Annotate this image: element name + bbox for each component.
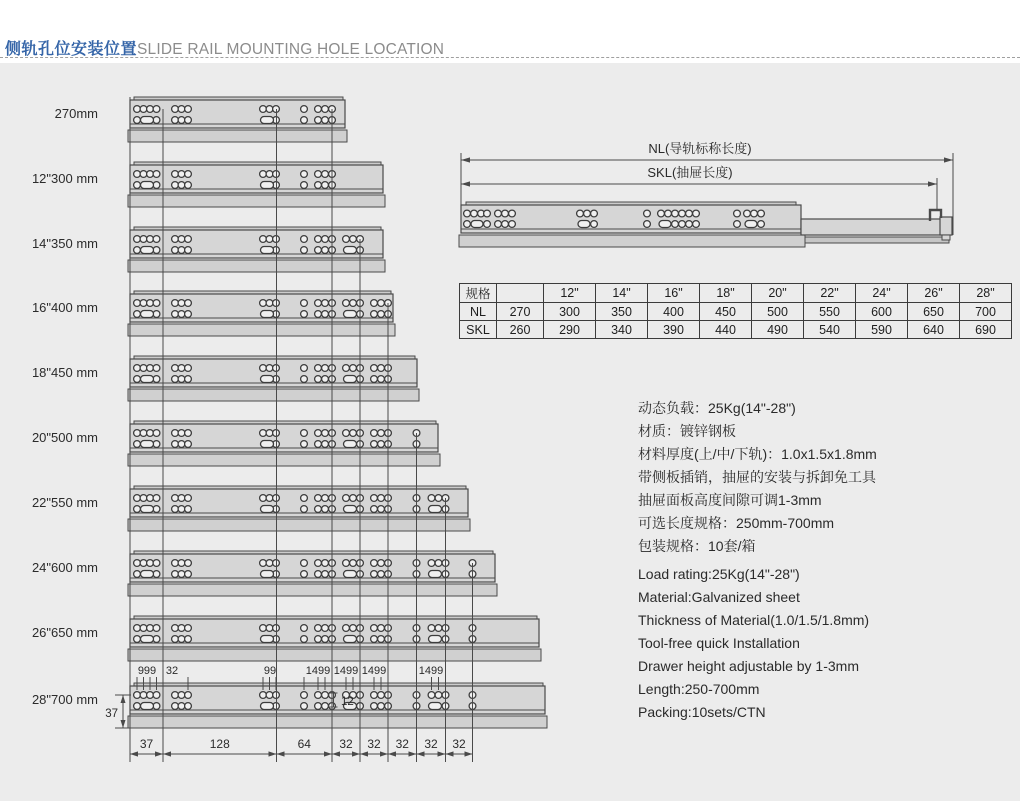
table-header-cell: 28": [960, 284, 1012, 303]
table-header-cell: 16": [648, 284, 700, 303]
rail-270mm: [128, 97, 347, 142]
bottom-dim-value: 32: [339, 737, 353, 751]
table-cell: 260: [497, 321, 544, 339]
table-cell: 400: [648, 303, 700, 321]
rail-end-cap: [940, 217, 952, 235]
table-cell: 550: [804, 303, 856, 321]
nl-label: NL(导轨标称长度): [648, 141, 752, 156]
height-dim: 37: [105, 708, 118, 720]
dim-arrowhead: [121, 720, 126, 728]
rail-lower-strip: [128, 584, 497, 596]
table-header-cell: [497, 284, 544, 303]
rail-length-label: 20"500 mm: [31, 430, 98, 445]
rail-lower-strip: [128, 454, 440, 466]
dim-arrowhead: [155, 751, 163, 756]
dim-arrowhead: [465, 751, 473, 756]
inner-rail-under-strip: [805, 237, 949, 243]
bottom-dim-value: 32: [395, 737, 409, 751]
rail-14-350-mm: [128, 227, 385, 272]
rail-length-label: 270mm: [54, 106, 98, 121]
table-header-cell: 22": [804, 284, 856, 303]
table-header-cell: 24": [856, 284, 908, 303]
hole-spacing-dim: 32: [165, 665, 179, 677]
spec-line-zh: 动态负载：25Kg(14"-28"): [638, 400, 796, 416]
specs-chinese: [638, 397, 877, 558]
dim-arrowhead: [928, 181, 937, 186]
spec-line-en: Drawer height adjustable by 1-3mm: [638, 658, 859, 674]
table-cell: 340: [596, 321, 648, 339]
rail-length-label: 16"400 mm: [31, 300, 98, 315]
rail-28-700-mm: [128, 683, 547, 728]
table-cell: 640: [908, 321, 960, 339]
dim-arrowhead: [332, 751, 340, 756]
spec-line-zh: 材质：镀锌钢板: [638, 423, 736, 439]
rail-lower-strip: [128, 260, 385, 272]
dim-arrowhead: [409, 751, 417, 756]
rail-lower-strip: [128, 389, 419, 401]
rail-18-450-mm: [128, 356, 419, 401]
dim-arrowhead: [269, 751, 277, 756]
rail-length-label: 26"650 mm: [31, 625, 98, 640]
page-title-en: SLIDE RAIL MOUNTING HOLE LOCATION: [137, 41, 445, 58]
bottom-dim-value: 128: [209, 737, 230, 751]
rail-length-label: 14"350 mm: [31, 236, 98, 251]
table-row: [460, 321, 1012, 339]
size-table: [459, 283, 1012, 339]
dim-arrowhead: [121, 695, 126, 703]
bottom-dim-value: 64: [297, 737, 311, 751]
spec-line-zh: 带侧板插销，抽屉的安装与拆卸免工具: [638, 469, 876, 485]
dim-arrowhead: [360, 751, 368, 756]
table-header-cell: 20": [752, 284, 804, 303]
dim-arrowhead: [446, 751, 454, 756]
dim-arrowhead: [324, 751, 332, 756]
table-cell: 290: [544, 321, 596, 339]
table-cell: 540: [804, 321, 856, 339]
dim-arrowhead: [277, 751, 285, 756]
row-gap-dim: 12: [341, 696, 354, 708]
table-cell: 270: [497, 303, 544, 321]
rail-12-300-mm: [128, 162, 385, 207]
dim-arrowhead: [130, 751, 138, 756]
dim-arrowhead: [380, 751, 388, 756]
spec-line-en: Length:250-700mm: [638, 681, 760, 697]
table-header-cell: 14": [596, 284, 648, 303]
table-cell: 700: [960, 303, 1012, 321]
skl-label: SKL(抽屉长度): [647, 165, 733, 180]
dim-arrowhead: [163, 751, 171, 756]
table-row: [460, 303, 1012, 321]
hole-spacing-dim: 1499: [361, 665, 387, 677]
table-cell: 440: [700, 321, 752, 339]
rail-lower-strip: [128, 130, 347, 142]
dim-arrowhead: [388, 751, 396, 756]
rail-length-label: 28"700 mm: [31, 692, 98, 707]
rail-16-400-mm: [128, 291, 395, 336]
table-cell: 600: [856, 303, 908, 321]
bottom-dim-value: 32: [452, 737, 466, 751]
rail-length-diagram: [459, 141, 953, 247]
table-cell: SKL: [460, 321, 497, 339]
table-cell: 390: [648, 321, 700, 339]
inner-rail-extension: [801, 219, 941, 235]
specs-english: [638, 563, 869, 724]
dim-arrowhead: [438, 751, 446, 756]
spec-line-en: Packing:10sets/CTN: [638, 704, 766, 720]
table-cell: 300: [544, 303, 596, 321]
spec-line-en: Material:Galvanized sheet: [638, 589, 800, 605]
rail-lower-strip: [459, 235, 805, 247]
spec-line-zh: 抽屉面板高度间隙可调1-3mm: [638, 492, 822, 508]
bottom-dim-value: 37: [139, 737, 154, 751]
rail-lower-strip: [128, 195, 385, 207]
table-cell: 650: [908, 303, 960, 321]
hole-spacing-dim: 1499: [333, 665, 359, 677]
rail-length-label: 12"300 mm: [31, 171, 98, 186]
table-header-cell: 18": [700, 284, 752, 303]
hole-spacing-dim: 99: [263, 665, 277, 677]
dim-arrowhead: [461, 157, 470, 162]
bottom-dim-value: 32: [424, 737, 438, 751]
rail-lower-strip: [128, 649, 541, 661]
hole-spacing-dim: 999: [137, 665, 157, 677]
table-cell: 490: [752, 321, 804, 339]
rail-lower-strip: [128, 324, 395, 336]
rail-24-600-mm: [128, 551, 497, 596]
bottom-dim-value: 32: [367, 737, 381, 751]
rail-20-500-mm: [128, 421, 440, 466]
hole-spacing-dim: 1499: [305, 665, 331, 677]
hole-spacing-dim: 1499: [418, 665, 444, 677]
spec-line-zh: 可选长度规格：250mm-700mm: [638, 515, 835, 531]
spec-line-zh: 材料厚度(上/中/下轨)：1.0x1.5x1.8mm: [638, 446, 877, 462]
table-cell: 690: [960, 321, 1012, 339]
spec-line-en: Load rating:25Kg(14"-28"): [638, 566, 800, 582]
rail-end-foot: [942, 235, 950, 240]
rail-length-label: 18"450 mm: [31, 365, 98, 380]
dim-arrowhead: [352, 751, 360, 756]
table-header-cell: 规格: [460, 284, 497, 303]
rail-26-650-mm: [128, 616, 541, 661]
rail-22-550-mm: [128, 486, 470, 531]
rail-length-label: 24"600 mm: [31, 560, 98, 575]
table-header-cell: 12": [544, 284, 596, 303]
table-row: [460, 284, 1012, 303]
rail-length-label: 22"550 mm: [31, 495, 98, 510]
table-cell: 590: [856, 321, 908, 339]
rail-lower-strip: [128, 716, 547, 728]
spec-line-en: Tool-free quick Installation: [638, 635, 800, 651]
rail-lower-strip: [128, 519, 470, 531]
table-cell: 500: [752, 303, 804, 321]
spec-line-zh: 包装规格：10套/箱: [638, 538, 756, 554]
dim-arrowhead: [944, 157, 953, 162]
table-header-cell: 26": [908, 284, 960, 303]
dim-arrowhead: [461, 181, 470, 186]
page-title-zh: 侧轨孔位安装位置: [5, 41, 138, 58]
table-cell: 450: [700, 303, 752, 321]
spec-line-en: Thickness of Material(1.0/1.5/1.8mm): [638, 612, 870, 628]
table-cell: NL: [460, 303, 497, 321]
table-cell: 350: [596, 303, 648, 321]
dim-arrowhead: [417, 751, 425, 756]
